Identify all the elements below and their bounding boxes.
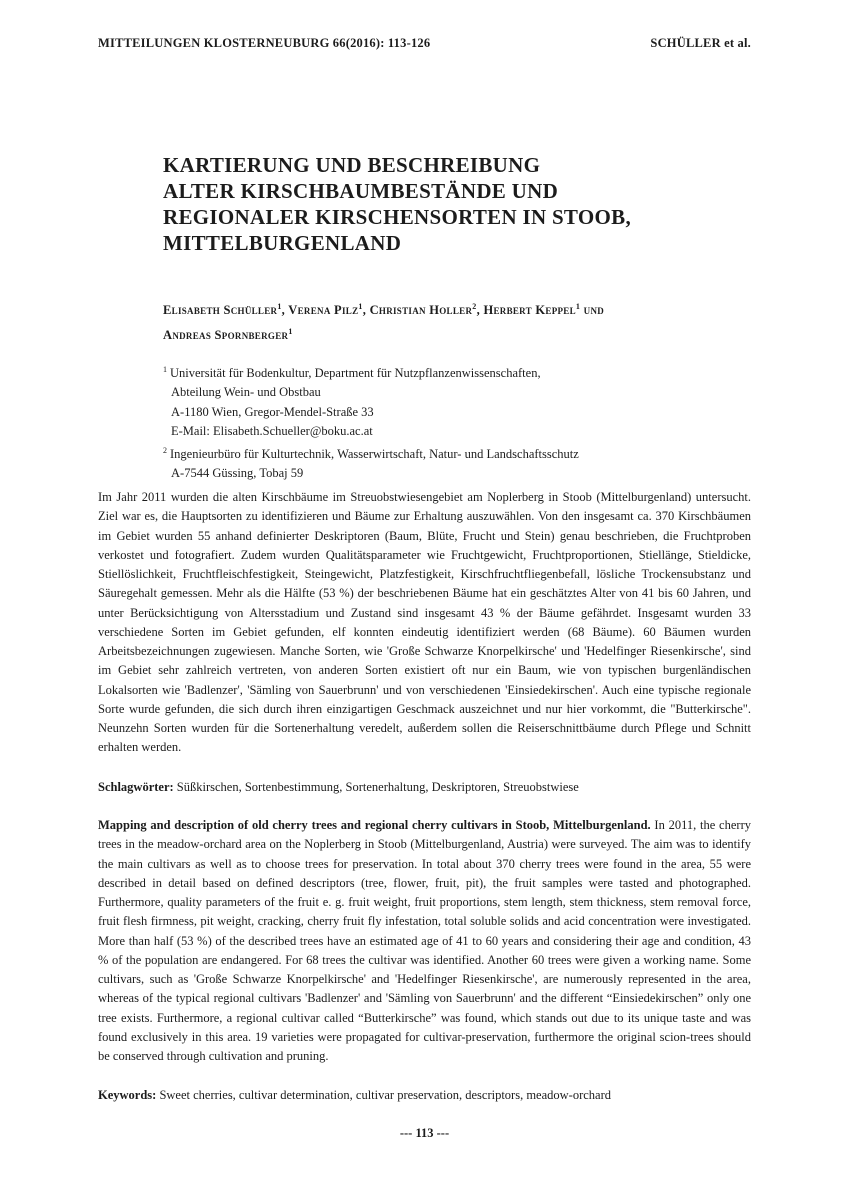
title-line: KARTIERUNG UND BESCHREIBUNG (163, 153, 541, 177)
author-affiliation-mark: 1 (288, 327, 293, 337)
author-name: Andreas Spornberger (163, 328, 289, 343)
affiliation-mark: 1 (163, 365, 167, 374)
title-line: ALTER KIRSCHBAUMBESTÄNDE UND (163, 179, 559, 203)
affiliation-mark: 2 (163, 445, 167, 455)
author-affiliation-mark: 1 (358, 302, 363, 311)
paper-title (163, 152, 723, 256)
author-separator: , (281, 303, 289, 318)
title-line: REGIONALER KIRSCHENSORTEN IN STOOB, (163, 205, 631, 229)
title-line: MITTELBURGENLAND (163, 231, 402, 255)
keywords-label: Schlagwörter: (98, 780, 174, 794)
author-separator: , (476, 303, 484, 318)
keywords-label: Keywords: (98, 1088, 157, 1102)
keywords-german (98, 778, 751, 797)
author-name: Herbert Keppel (483, 303, 576, 318)
abstract-english-text: In 2011, the cherry trees in the meadow-orchard area on the Noplerberg in Stoob (Mittelburgenland, Austria) were surveyed. The aim was to identify the main cultivars as well as to choose trees for preservation. In total about 370 cherry trees were found in the area, 55 were described in detail based on defined descriptors (tree, flower, fruit, pit), the fruit samples were tasted and photographed. Furthermore, quality parameters of the fruit e. g. fruit weight, fruit proportions, stem length, stem thickness, stem removal force, fruit flesh firmness, pit weight, cracking, cherry fruit fly infestation, total soluble solids and acid concentration were investigated. More than half (53 %) of the described trees have an estimated age of 41 to 60 years and considering their age and condition, 43 % of the population are endangered. For 68 trees the cultivar was identified. Another 60 trees were given a working name. Some cultivars, such as 'Große Schwarze Knorpelkirsche' and 'Hedelfinger Riesenkirsche', are numerously represented in the area, whereas of the typical regional cultivars 'Badlenzer' and 'Sämling von Sauerbrunn' and the different “Einsiedekirschen” only one tree exists. Furthermore, a regional cultivar called “Butterkirsche” was found, which stands out due to its unique taste and was found exclusively in this area. 19 varieties were propagated for cultivar-preservation, furthermore the original scion-trees should be conserved through cultivation and pruning. (98, 818, 751, 1063)
affiliation-line: A-1180 Wien, Gregor-Mendel-Straße 33 (171, 404, 374, 419)
author-separator: und (580, 303, 605, 318)
abstract-english-title: Mapping and description of old cherry trees and regional cherry cultivars in Stoob, Mittelburgenland. (98, 818, 651, 832)
affiliation-line: $^1$ Universität für Bodenkultur, Department für Nutzpflanzenwissenschaften, (163, 365, 541, 381)
author-separator: , (362, 303, 370, 318)
author-affiliation-mark: 1 (277, 302, 282, 311)
affiliations (163, 360, 723, 484)
page-number: --- 113 --- (399, 1126, 450, 1140)
running-header (98, 36, 751, 56)
author-name: Elisabeth Schüller (163, 303, 278, 318)
abstract-german: Im Jahr 2011 wurden die alten Kirschbäume im Streuobstwiesengebiet am Noplerberg in Stoob (Mittelburgenland) untersucht. Ziel war es, die Hauptsorten zu identifizieren und Bäume zur Erhaltung auszuwählen. Von den insgesamt ca. 370 Kirschbäumen im Gebiet wurden 55 anhand definierter Deskriptoren (Baum, Blüte, Frucht und Stein) genau beschrieben, die Fruchtproben verkostet und fotografiert. Zudem wurden Qualitätsparameter wie Fruchtgewicht, Fruchtproportionen, Stiellänge, Stieldicke, Stiellöslichkeit, Fruchtfleischfestigkeit, Steingewicht, Platzfestigkeit, Kirschfruchtfliegenbefall, lösliche Trockensubstanz und Säuregehalt gemessen. Mehr als die Hälfte (53 %) der beschriebenen Bäume hat ein geschätztes Alter von 41 bis 60 Jahren, und unter Berücksichtigung von Altersstadium und Zustand sind insgesamt 43 % der Bäume gefährdet. Insgesamt wurden 33 verschiedene Sorten im Gebiet gefunden, elf konnten eindeutig identifiziert werden (68 Bäume). 60 Bäumen wurden Arbeitsbezeichnungen zugewiesen. Manche Sorten, wie 'Große Schwarze Knorpelkirsche' und 'Hedelfinger Riesenkirsche', sind im Gebiet sehr zahlreich vertreten, von anderen Sorten existiert oft nur ein Baum, wie von typischen burgenländischen Lokalsorten wie 'Badlenzer', 'Sämling von Sauerbrunn' und von verschiedenen 'Einsiedekirschen'. Auch eine typische regionale Sorte wurde gefunden, die sich durch ihren einzigartigen Geschmack auszeichnet und nur hier vorkommt, die "Butterkirsche". Neunzehn Sorten wurden für die Sortenerhaltung veredelt, außerdem sollen die Reiserschnittbäume durch Pflege und Schnitt erhalten werden. (98, 490, 751, 755)
keywords-english (98, 1086, 751, 1105)
author-name: Christian Holler (369, 303, 473, 318)
abstract-english (98, 816, 751, 1066)
affiliation-line: $^2$ Ingenieurbüro für Kulturtechnik, Wasserwirtschaft, Natur- und Landschaftsschutz (163, 445, 579, 462)
author-list (163, 296, 723, 346)
keywords-text: Süßkirschen, Sortenbestimmung, Sortenerhaltung, Deskriptoren, Streuobstwiese (173, 780, 579, 794)
affiliation-line: Abteilung Wein- und Obstbau (171, 385, 321, 400)
affiliation-line: A-7544 Güssing, Tobaj 59 (171, 466, 304, 481)
author-name: Verena Pilz (288, 303, 359, 318)
keywords-text: Sweet cherries, cultivar determination, cultivar preservation, descriptors, meadow-orchard (156, 1088, 612, 1102)
affiliation-email: E-Mail: Elisabeth.Schueller@boku.ac.at (171, 423, 373, 438)
author-short: SCHÜLLER et al. (650, 36, 751, 50)
journal-citation: MITTEILUNGEN KLOSTERNEUBURG 66(2016): 113-126 (98, 36, 431, 50)
author-affiliation-mark: 1 (575, 302, 581, 311)
author-affiliation-mark: 2 (472, 302, 477, 311)
